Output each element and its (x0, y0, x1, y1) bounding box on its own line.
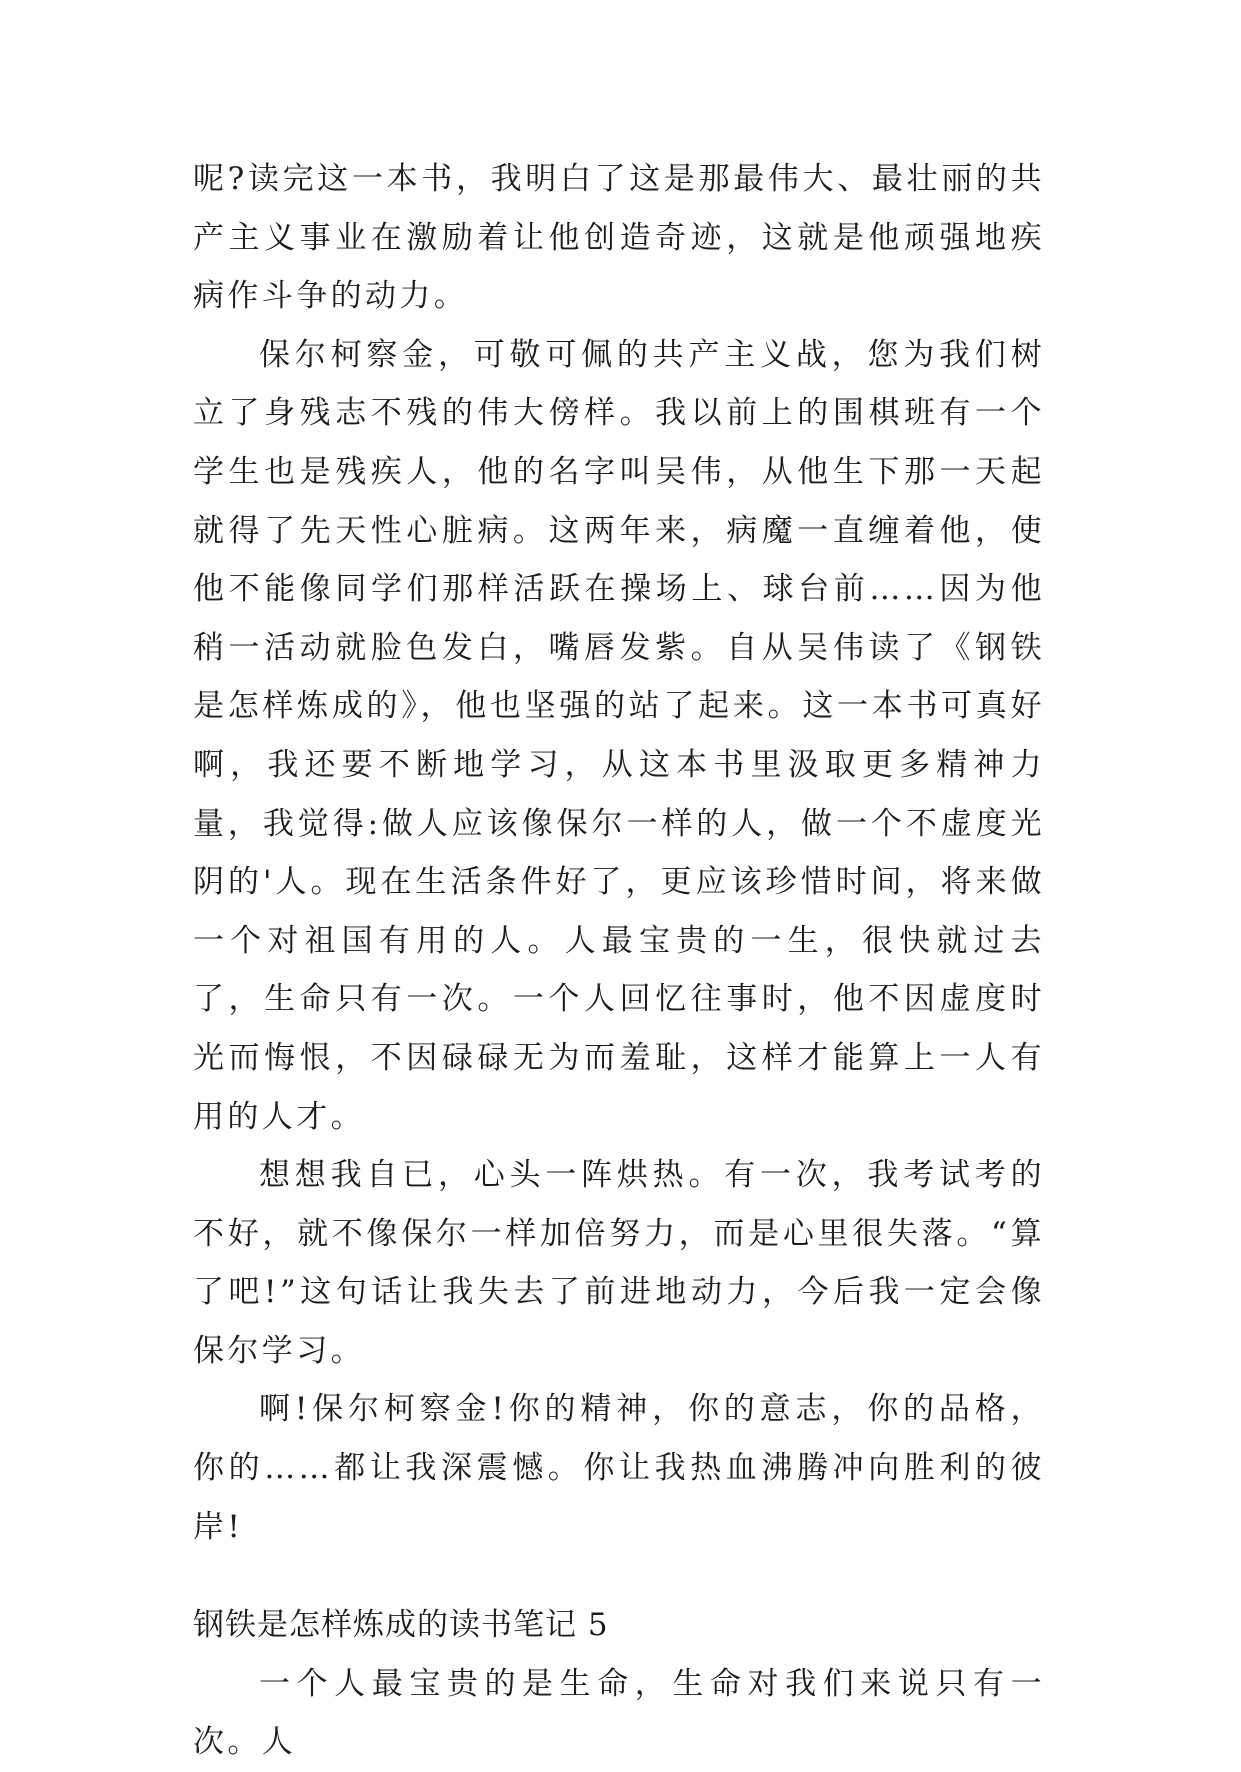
section-spacer (193, 1556, 1045, 1596)
section-heading: 钢铁是怎样炼成的读书笔记 5 (193, 1607, 609, 1644)
paragraph-paul-example: 保尔柯察金，可敬可佩的共产主义战，您为我们树立了身残志不残的伟大傍样。我以前上的围棋班有一个学生也是残疾人，他的名字叫吴伟，从他生下那一天起就得了先天性心脏病。这两年来，病魔一直缠着他，使他不能像同学们那样活跃在操场上、球台前……因为他稍一活动就脸色发白，嘴唇发紫。自从吴伟读了《钢铁是怎样炼成的》，他也坚强的站了起来。这一本书可真好啊，我还要不断地学习，从这本书里汲取更多精神力量，我觉得:做人应该像保尔一样的人，做一个不虚度光阴的'人。现在生活条件好了，更应该珍惜时间，将来做一个对祖国有用的人。人最宝贵的一生，很快就过去了，生命只有一次。一个人回忆往事时，他不因虚度时光而悔恨，不因碌碌无为而羞耻，这样才能算上一人有用的人才。 (193, 336, 1045, 1135)
paragraph-section-start: 一个人最宝贵的是生命，生命对我们来说只有一次。人 (193, 1665, 1045, 1761)
paragraph-continuation: 呢?读完这一本书，我明白了这是那最伟大、最壮丽的共产主义事业在激励着让他创造奇迹，这就是他顽强地疾病作斗争的动力。 (193, 161, 1045, 315)
document-page (193, 150, 1045, 1772)
paragraph-self-reflection: 想想我自已，心头一阵烘热。有一次，我考试考的不好，就不像保尔一样加倍努力，而是心里很失落。“算了吧!”这句话让我失去了前进地动力，今后我一定会像保尔学习。 (193, 1157, 1045, 1369)
paragraph-exclamation: 啊!保尔柯察金!你的精神，你的意志，你的品格，你的……都让我深震憾。你让我热血沸腾冲向胜利的彼岸! (193, 1391, 1045, 1545)
